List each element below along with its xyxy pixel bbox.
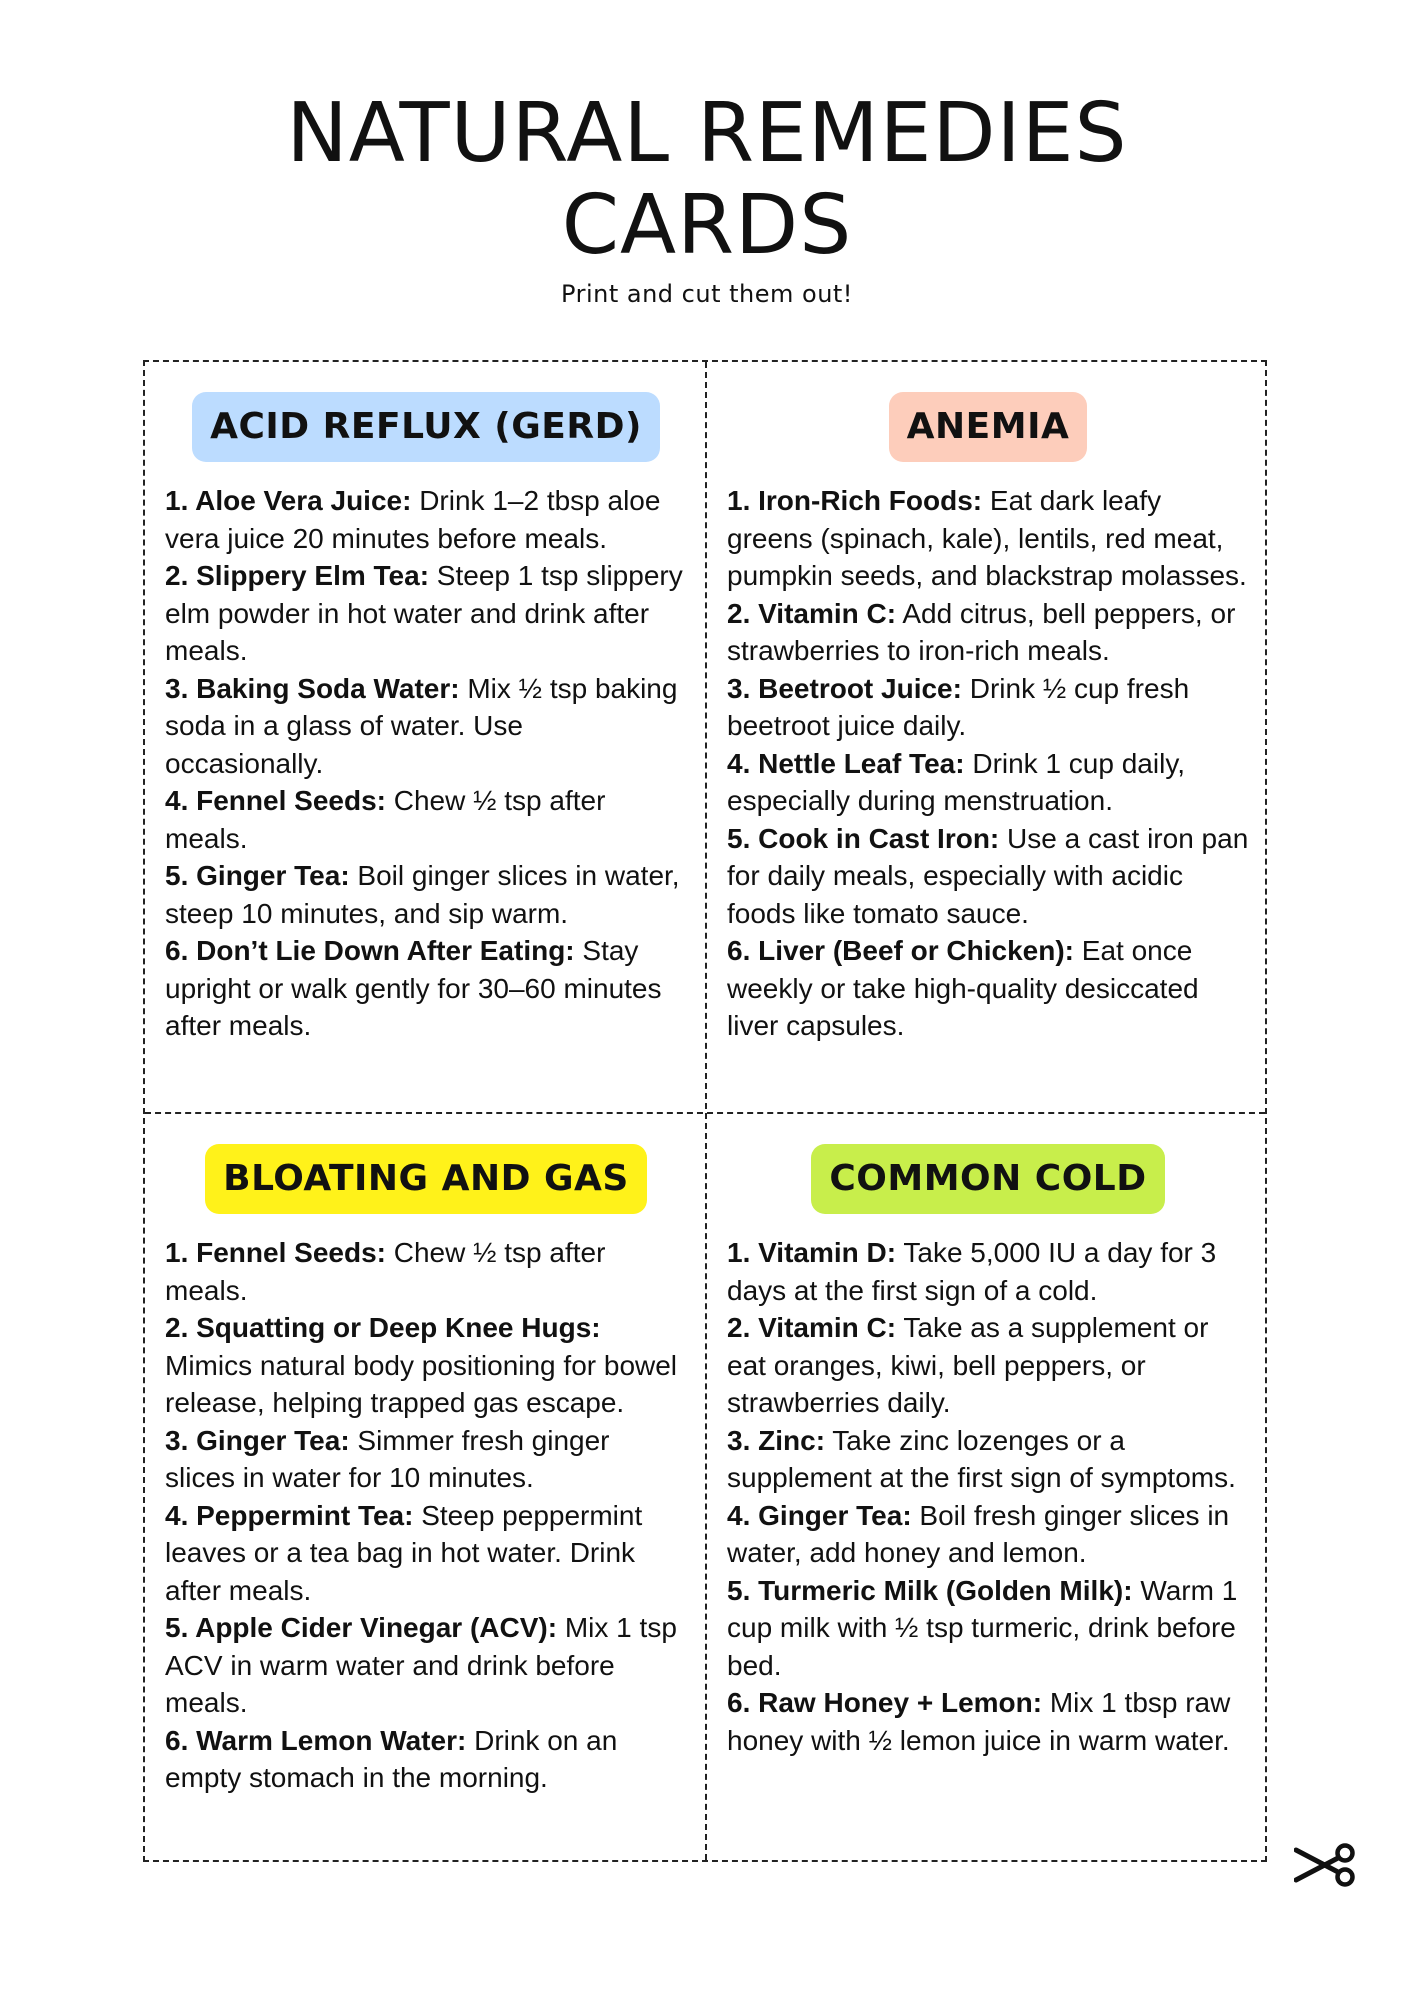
page-title-line-1: NATURAL REMEDIES bbox=[286, 86, 1128, 181]
remedy-label: 5. Cook in Cast Iron: bbox=[727, 822, 1000, 854]
list-item bbox=[727, 1572, 1249, 1685]
remedy-text: Simmer fresh ginger slices in water for 10 minutes. bbox=[165, 1424, 610, 1493]
list-item bbox=[165, 482, 687, 557]
list-item bbox=[165, 1422, 687, 1497]
list-item bbox=[165, 1722, 687, 1797]
remedy-label: 4. Nettle Leaf Tea: bbox=[727, 747, 965, 779]
list-item bbox=[727, 1234, 1249, 1309]
scissors-icon bbox=[1294, 1840, 1356, 1890]
card-title-acid-reflux: ACID REFLUX (GERD) bbox=[192, 392, 660, 462]
remedy-text: Mix ½ tsp baking soda in a glass of water. Use occasionally. bbox=[165, 672, 678, 779]
remedy-label: 2. Squatting or Deep Knee Hugs: bbox=[165, 1312, 601, 1343]
remedy-text: Add citrus, bell peppers, or strawberries to iron-rich meals. bbox=[727, 597, 1236, 666]
remedy-text: Take zinc lozenges or a supplement at the first sign of symptoms. bbox=[727, 1424, 1236, 1493]
card-anemia bbox=[707, 362, 1267, 1112]
list-item bbox=[165, 557, 687, 670]
remedy-label: 3. Ginger Tea: bbox=[165, 1424, 350, 1456]
remedy-label: 5. Turmeric Milk (Golden Milk): bbox=[727, 1574, 1133, 1606]
list-item bbox=[727, 670, 1249, 745]
remedy-label: 2. Vitamin C: bbox=[727, 597, 897, 629]
list-item bbox=[727, 1684, 1249, 1759]
remedy-text: Chew ½ tsp after meals. bbox=[165, 785, 606, 854]
remedy-list-bloating-and-gas bbox=[165, 1234, 687, 1797]
list-item bbox=[165, 782, 687, 857]
card-common-cold bbox=[707, 1114, 1267, 1862]
list-item bbox=[727, 1422, 1249, 1497]
list-item bbox=[165, 932, 687, 1045]
list-item bbox=[165, 857, 687, 932]
remedy-label: 6. Raw Honey + Lemon: bbox=[727, 1687, 1043, 1718]
remedy-text: Mix 1 tsp ACV in warm water and drink before meals. bbox=[165, 1612, 677, 1718]
remedy-text: Take as a supplement or eat oranges, kiwi, bell peppers, or strawberries daily. bbox=[727, 1312, 1209, 1418]
cards-grid bbox=[143, 360, 1267, 1862]
remedy-text: Use a cast iron pan for daily meals, especially with acidic foods like tomato sauce. bbox=[727, 822, 1249, 929]
list-item bbox=[165, 670, 687, 783]
remedy-text: Boil ginger slices in water, steep 10 minutes, and sip warm. bbox=[165, 860, 680, 929]
remedy-list-acid-reflux bbox=[165, 482, 687, 1045]
remedy-label: 3. Zinc: bbox=[727, 1424, 826, 1456]
remedy-label: 6. Liver (Beef or Chicken): bbox=[727, 935, 1074, 966]
remedy-text: Take 5,000 IU a day for 3 days at the first sign of a cold. bbox=[727, 1237, 1217, 1306]
remedy-label: 5. Apple Cider Vinegar (ACV): bbox=[165, 1612, 558, 1643]
remedy-text: Drink 1–2 tbsp aloe vera juice 20 minutes before meals. bbox=[165, 485, 661, 554]
remedy-text: Steep 1 tsp slippery elm powder in hot water and drink after meals. bbox=[165, 560, 683, 666]
remedy-label: 4. Ginger Tea: bbox=[727, 1499, 912, 1531]
remedy-text: Warm 1 cup milk with ½ tsp turmeric, drink before bed. bbox=[727, 1574, 1238, 1681]
page-title bbox=[0, 88, 1414, 272]
remedy-label: 1. Aloe Vera Juice: bbox=[165, 485, 412, 516]
list-item bbox=[727, 595, 1249, 670]
list-item bbox=[727, 820, 1249, 933]
remedy-label: 6. Don’t Lie Down After Eating: bbox=[165, 935, 575, 966]
remedy-label: 4. Peppermint Tea: bbox=[165, 1499, 414, 1531]
list-item bbox=[165, 1234, 687, 1309]
remedy-text: Steep peppermint leaves or a tea bag in hot water. Drink after meals. bbox=[165, 1499, 643, 1606]
remedy-text: Mimics natural body positioning for bowel release, helping trapped gas escape. bbox=[165, 1349, 678, 1418]
page-title-line-2: CARDS bbox=[561, 178, 853, 273]
remedy-label: 1. Iron-Rich Foods: bbox=[727, 485, 983, 516]
remedy-label: 2. Vitamin C: bbox=[727, 1312, 897, 1343]
list-item bbox=[727, 932, 1249, 1045]
remedy-label: 3. Baking Soda Water: bbox=[165, 672, 460, 704]
card-bloating-and-gas bbox=[145, 1114, 705, 1862]
remedy-text: Stay upright or walk gently for 30–60 minutes after meals. bbox=[165, 935, 662, 1041]
remedy-text: Eat once weekly or take high-quality desiccated liver capsules. bbox=[727, 935, 1199, 1041]
remedy-text: Mix 1 tbsp raw honey with ½ lemon juice in warm water. bbox=[727, 1687, 1231, 1756]
card-title-bloating-and-gas: BLOATING AND GAS bbox=[205, 1144, 647, 1214]
remedy-label: 1. Vitamin D: bbox=[727, 1237, 897, 1268]
remedy-text: Drink ½ cup fresh beetroot juice daily. bbox=[727, 672, 1190, 741]
list-item bbox=[727, 1309, 1249, 1422]
remedy-text: Boil fresh ginger slices in water, add honey and lemon. bbox=[727, 1499, 1230, 1568]
list-item bbox=[727, 482, 1249, 595]
card-title-anemia: ANEMIA bbox=[889, 392, 1088, 462]
page-subtitle: Print and cut them out! bbox=[561, 280, 853, 308]
remedy-text: Eat dark leafy greens (spinach, kale), lentils, red meat, pumpkin seeds, and blackstrap molasses. bbox=[727, 485, 1247, 591]
remedy-list-common-cold bbox=[727, 1234, 1249, 1759]
list-item bbox=[727, 745, 1249, 820]
card-title-common-cold: COMMON COLD bbox=[811, 1144, 1164, 1214]
list-item bbox=[165, 1309, 687, 1422]
remedy-label: 6. Warm Lemon Water: bbox=[165, 1724, 467, 1756]
remedy-label: 4. Fennel Seeds: bbox=[165, 785, 386, 816]
remedy-list-anemia bbox=[727, 482, 1249, 1045]
remedy-label: 1. Fennel Seeds: bbox=[165, 1237, 386, 1268]
remedy-text: Drink 1 cup daily, especially during menstruation. bbox=[727, 747, 1186, 816]
list-item bbox=[165, 1609, 687, 1722]
card-acid-reflux bbox=[145, 362, 705, 1112]
remedy-text: Drink on an empty stomach in the morning. bbox=[165, 1724, 618, 1793]
list-item bbox=[165, 1497, 687, 1610]
remedy-text: Chew ½ tsp after meals. bbox=[165, 1237, 606, 1306]
list-item bbox=[727, 1497, 1249, 1572]
remedy-label: 2. Slippery Elm Tea: bbox=[165, 560, 430, 591]
remedy-label: 3. Beetroot Juice: bbox=[727, 672, 962, 704]
remedy-label: 5. Ginger Tea: bbox=[165, 860, 350, 891]
